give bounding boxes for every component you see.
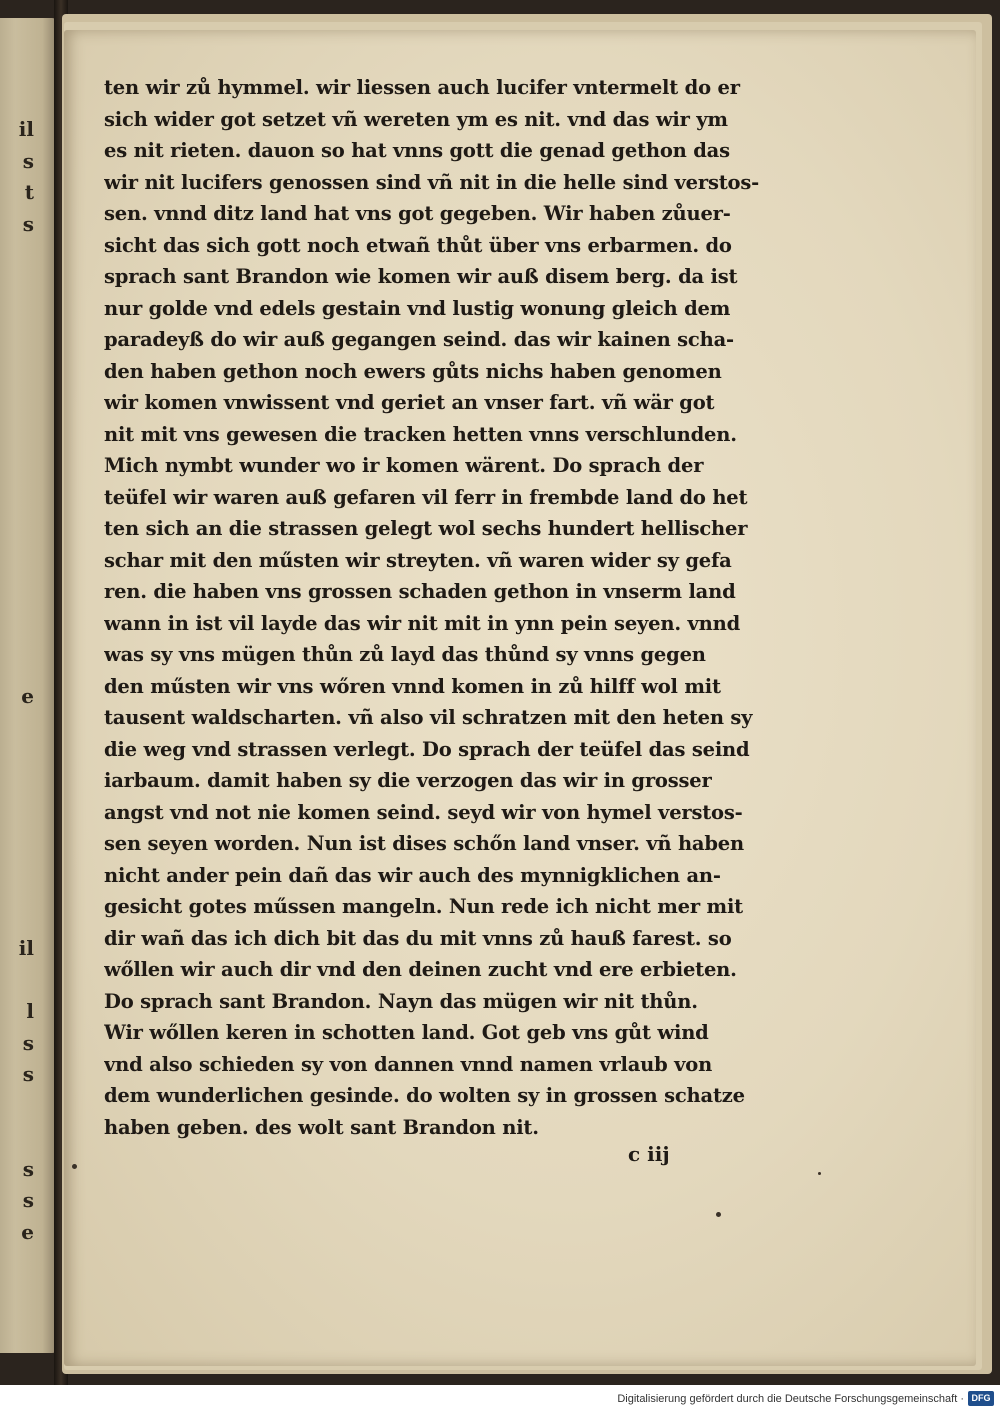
left-fragment (4, 1122, 34, 1154)
left-fragment (4, 902, 34, 934)
left-fragment (4, 398, 34, 430)
text-line: die weg vnd strassen verlegt. Do sprach der teüfel das seind (104, 737, 750, 761)
speck (818, 1172, 821, 1175)
left-fragment: l (26, 999, 34, 1023)
text-line: wann in ist vil layde das wir nit mit in ynn pein seyen. vnnd (104, 611, 741, 635)
text-line: es nit rieten. dauon so hat vnns gott die genad gethon das (104, 139, 730, 162)
text-line: haben geben. des wolt sant Brandon nit. (104, 1115, 539, 1139)
left-fragment (4, 776, 34, 808)
text-line: sprach sant Brandon wie komen wir auß disem berg. da ist (104, 265, 738, 288)
left-fragment (4, 461, 34, 493)
speck (72, 1164, 77, 1169)
text-line: wir komen vnwissent vnd geriet an vnser fart. vñ wär got (104, 391, 715, 414)
text-line: ten sich an die strassen gelegt wol sechs hundert hellischer (104, 517, 748, 540)
text-line: wir nit lucifers genossen sind vñ nit in die helle sind verstos- (104, 170, 760, 194)
text-line: schar mit den műsten wir streyten. vñ waren wider sy gefa (104, 548, 732, 572)
dfg-logo: DFG (968, 1391, 994, 1406)
left-fragment: s (22, 1030, 34, 1055)
text-line: nit mit vns gewesen die tracken hetten vnns verschlunden. (104, 422, 737, 446)
text-line: was sy vns mügen thůn zů layd das thůnd sy vnns gegen (104, 643, 706, 666)
left-fragment (4, 492, 34, 524)
left-fragment: s (22, 211, 34, 236)
text-line: dem wunderlichen gesinde. do wolten sy in grossen schatze (104, 1084, 745, 1107)
signature-mark: c iij (628, 1142, 670, 1166)
left-fragment (4, 524, 34, 556)
left-fragment (4, 650, 34, 682)
left-fragment: t (24, 180, 34, 204)
left-fragment (4, 429, 34, 461)
text-line: Mich nymbt wunder wo ir komen wärent. Do sprach der (104, 454, 704, 477)
left-page-edge (0, 18, 58, 1353)
left-fragment (4, 240, 34, 272)
left-fragment (4, 272, 34, 304)
left-fragment (4, 965, 34, 997)
left-fragment (4, 1091, 34, 1123)
text-line: vnd also schieden sy von dannen vnnd namen vrlaub von (104, 1052, 713, 1076)
text-line: iarbaum. damit haben sy die verzogen das wir in grosser (104, 769, 712, 792)
text-line: sen seyen worden. Nun ist dises schőn land vnser. vñ haben (104, 832, 744, 855)
text-line: sicht das sich gott noch etwañ thůt über vns erbarmen. do (104, 233, 732, 257)
text-line: den haben gethon noch ewers gůts nichs haben genomen (104, 359, 722, 383)
left-fragment (4, 744, 34, 776)
left-fragment: s (22, 1188, 34, 1212)
text-line: dir wañ das ich dich bit das du mit vnns zů hauß farest. so (104, 926, 732, 950)
speck (716, 1212, 721, 1217)
footer-credit: Digitalisierung gefördert durch die Deutsche Forschungsgemeinschaft · (617, 1393, 964, 1405)
left-fragment: il (18, 117, 34, 141)
text-line: sich wider got setzet vñ wereten ym es nit. vnd das wir ym (104, 107, 728, 131)
text-line: teüfel wir waren auß gefaren vil ferr in frembde land do het (104, 485, 748, 509)
left-fragment (4, 335, 34, 367)
text-line: paradeyß do wir auß gegangen seind. das wir kainen scha- (104, 328, 734, 351)
text-line: ten wir zů hymmel. wir liessen auch lucifer vntermelt do er (104, 76, 740, 99)
left-fragment: il (18, 936, 34, 960)
left-fragment (4, 366, 34, 398)
text-line: nur golde vnd edels gestain vnd lustig wonung gleich dem (104, 296, 731, 320)
left-fragment (4, 870, 34, 902)
left-fragment: s (22, 148, 34, 173)
text-line: Wir wőllen keren in schotten land. Got geb vns gůt wind (104, 1021, 709, 1044)
text-line: tausent waldscharten. vñ also vil schratzen mit den heten sy (104, 706, 753, 729)
left-page-fragments (4, 114, 34, 1248)
left-fragment (4, 713, 34, 745)
page-text (104, 72, 784, 1143)
left-fragment: e (21, 1219, 34, 1244)
text-line: wőllen wir auch dir vnd den deinen zucht vnd ere erbieten. (104, 958, 737, 981)
text-line: angst vnd not nie komen seind. seyd wir von hymel verstos- (104, 800, 743, 824)
left-fragment: s (22, 1156, 34, 1181)
text-line: sen. vnnd ditz land hat vns got gegeben. Wir haben zůuer- (104, 202, 731, 225)
text-line: gesicht gotes műssen mangeln. Nun rede ich nicht mer mit (104, 895, 743, 918)
left-fragment: s (22, 1062, 34, 1086)
text-line: Do sprach sant Brandon. Nayn das mügen wir nit thůn. (104, 989, 698, 1013)
left-fragment (4, 555, 34, 587)
left-fragment (4, 303, 34, 335)
left-fragment (4, 618, 34, 650)
footer-bar (0, 1385, 1000, 1413)
left-fragment: e (21, 684, 34, 708)
text-line: den műsten wir vns wőren vnnd komen in zů hilff wol mit (104, 674, 721, 698)
text-line: ren. die haben vns grossen schaden gethon in vnserm land (104, 580, 736, 603)
left-fragment (4, 587, 34, 619)
text-line: nicht ander pein dañ das wir auch des mynnigklichen an- (104, 863, 721, 887)
left-fragment (4, 839, 34, 871)
left-fragment (4, 807, 34, 839)
